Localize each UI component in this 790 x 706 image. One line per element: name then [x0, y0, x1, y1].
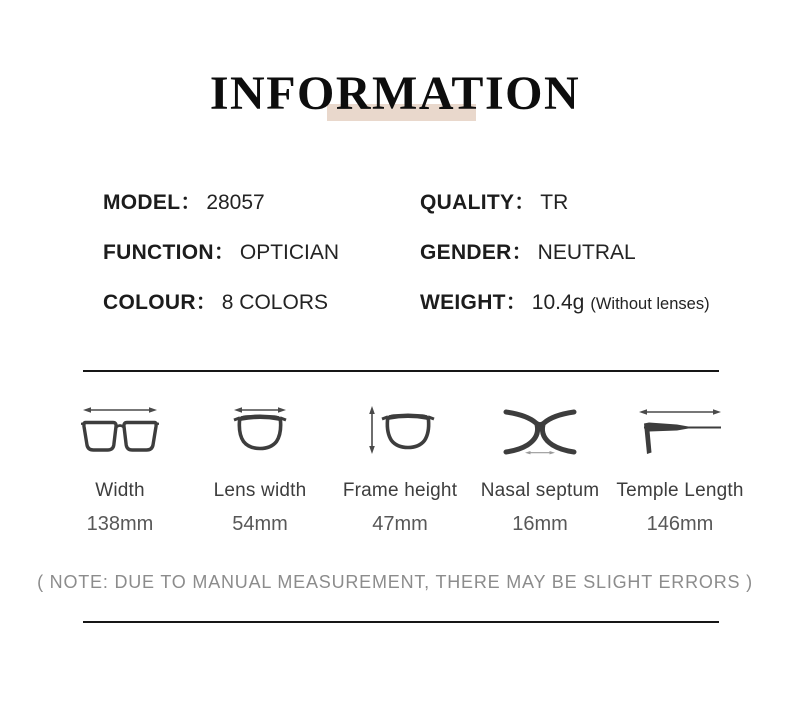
glasses-width-icon — [50, 404, 190, 456]
spec-column-left — [103, 178, 420, 328]
measurement-label: Width — [95, 480, 145, 501]
lens-width-icon — [190, 404, 330, 456]
spec-colon: ： — [213, 241, 235, 264]
spec-colon: ： — [195, 291, 217, 314]
spec-colon: ： — [511, 241, 533, 264]
spec-list — [103, 178, 710, 328]
spec-colon: ： — [180, 191, 202, 214]
page-title: INFORMATION — [209, 67, 581, 120]
spec-value: OPTICIAN — [239, 241, 340, 264]
spec-label: WEIGHT — [420, 291, 506, 314]
measurement-value: 146mm — [646, 513, 714, 535]
spec-row-quality — [420, 178, 710, 228]
spec-row-model — [103, 178, 420, 228]
spec-colon: ： — [505, 291, 527, 314]
spec-colon: ： — [514, 191, 536, 214]
spec-value-suffix: (Without lenses) — [590, 295, 710, 313]
spec-value: 10.4g — [531, 291, 585, 314]
measurement-label: Temple Length — [616, 480, 744, 501]
spec-label: COLOUR — [103, 291, 196, 314]
measurement-width — [50, 404, 190, 536]
measurement-value: 47mm — [372, 513, 428, 535]
spec-value: TR — [540, 191, 569, 214]
spec-label: MODEL — [103, 191, 181, 214]
measurements-row — [50, 404, 750, 536]
divider-line-bottom — [83, 621, 719, 623]
measurement-label: Nasal septum — [480, 480, 600, 501]
spec-label: QUALITY — [420, 191, 515, 214]
spec-row-colour — [103, 278, 420, 328]
measurement-label: Frame height — [342, 480, 458, 501]
divider-line-top — [83, 370, 719, 372]
measurement-value: 54mm — [232, 513, 288, 535]
measurement-nasal-septum — [470, 404, 610, 536]
measurement-value: 138mm — [86, 513, 154, 535]
spec-row-gender — [420, 228, 710, 278]
spec-column-right — [420, 178, 710, 328]
frame-height-icon — [330, 404, 470, 456]
measurement-temple-length — [610, 404, 750, 536]
spec-label: FUNCTION — [103, 241, 214, 264]
measurement-note: ( NOTE: DUE TO MANUAL MEASUREMENT, THERE MAY BE SLIGHT ERRORS ) — [37, 572, 753, 592]
spec-value: 8 COLORS — [221, 291, 328, 314]
spec-value: 28057 — [206, 191, 265, 214]
spec-label: GENDER — [420, 241, 512, 264]
measurement-value: 16mm — [512, 513, 568, 535]
measurement-lens-width — [190, 404, 330, 536]
temple-length-icon — [610, 404, 750, 456]
measurement-label: Lens width — [213, 480, 307, 501]
spec-row-weight — [420, 278, 710, 328]
spec-value: NEUTRAL — [537, 241, 636, 264]
spec-row-function — [103, 228, 420, 278]
measurement-frame-height — [330, 404, 470, 536]
nasal-septum-icon — [470, 404, 610, 456]
